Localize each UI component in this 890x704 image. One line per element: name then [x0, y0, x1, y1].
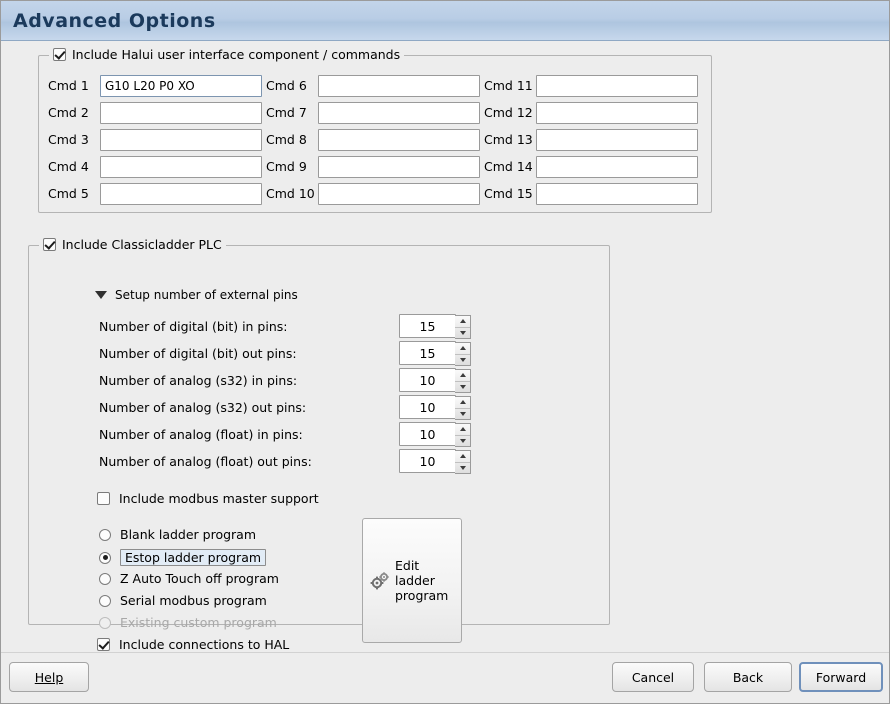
cmd-input-9[interactable]: [318, 156, 480, 178]
program-option-existing-custom: [99, 615, 277, 630]
cmd-input-7[interactable]: [318, 102, 480, 124]
spinner-value: 15: [419, 345, 436, 361]
gears-icon: [369, 570, 391, 592]
cancel-button-label: Cancel: [631, 669, 675, 685]
estop-ladder-label: Estop ladder program: [120, 549, 266, 566]
cmd-input-1[interactable]: [100, 75, 262, 97]
spinner-down-icon[interactable]: [455, 409, 470, 420]
cmd-input-6[interactable]: [318, 75, 480, 97]
cancel-button[interactable]: [612, 662, 694, 692]
cmd-input-11[interactable]: [536, 75, 698, 97]
halui-group: [38, 47, 712, 213]
spinner-buttons[interactable]: [455, 423, 471, 447]
pin-label: Number of digital (bit) in pins:: [99, 318, 288, 334]
serial-modbus-label: Serial modbus program: [120, 593, 267, 608]
pin-label: Number of analog (float) out pins:: [99, 453, 312, 469]
cmd-label: Cmd 8: [266, 132, 307, 147]
serial-modbus-radio[interactable]: [99, 595, 111, 607]
cmd-input-10[interactable]: [318, 183, 480, 205]
pin-label: Number of analog (s32) in pins:: [99, 372, 298, 388]
existing-custom-label: Existing custom program: [120, 615, 277, 630]
halui-checkbox-label: Include Halui user interface component / commands: [72, 47, 401, 62]
hal-connections-label: Include connections to HAL: [119, 637, 290, 652]
cmd-label: Cmd 12: [484, 105, 533, 120]
spinner-up-icon[interactable]: [455, 370, 470, 382]
classicladder-group: [28, 237, 610, 652]
pin-row-digital-out: [99, 341, 456, 365]
spinner-buttons[interactable]: [455, 315, 471, 339]
digital-bit-out-pins-spinner[interactable]: [399, 341, 456, 365]
spinner-down-icon[interactable]: [455, 355, 470, 366]
spinner-value: 10: [419, 399, 436, 415]
pin-row-float-in: [99, 422, 456, 446]
help-button[interactable]: [9, 662, 89, 692]
back-button-label: Back: [732, 669, 764, 685]
classicladder-group-label: [39, 237, 226, 252]
modbus-master-row[interactable]: [97, 491, 319, 506]
edit-ladder-program-button[interactable]: [362, 518, 462, 643]
program-option-serial-modbus[interactable]: [99, 593, 267, 608]
existing-custom-radio: [99, 617, 111, 629]
pin-row-float-out: [99, 449, 456, 473]
pin-row-digital-in: [99, 314, 456, 338]
cmd-label: Cmd 6: [266, 78, 307, 93]
z-auto-touch-off-radio[interactable]: [99, 573, 111, 585]
cmd-label: Cmd 2: [48, 105, 89, 120]
spinner-up-icon[interactable]: [455, 424, 470, 436]
cmd-label: Cmd 5: [48, 186, 89, 201]
spinner-value: 10: [419, 453, 436, 469]
spinner-down-icon[interactable]: [455, 463, 470, 474]
spinner-buttons[interactable]: [455, 396, 471, 420]
modbus-master-checkbox[interactable]: [97, 492, 110, 505]
dialog-content: [1, 41, 889, 653]
analog-s32-in-pins-spinner[interactable]: [399, 368, 456, 392]
forward-button-label: Forward: [815, 669, 867, 685]
spinner-up-icon[interactable]: [455, 343, 470, 355]
pin-row-s32-out: [99, 395, 456, 419]
spinner-up-icon[interactable]: [455, 316, 470, 328]
cmd-label: Cmd 10: [266, 186, 315, 201]
cmd-input-2[interactable]: [100, 102, 262, 124]
spinner-up-icon[interactable]: [455, 397, 470, 409]
cmd-label: Cmd 11: [484, 78, 533, 93]
analog-s32-out-pins-spinner[interactable]: [399, 395, 456, 419]
external-pins-expander[interactable]: [95, 288, 298, 302]
cmd-label: Cmd 7: [266, 105, 307, 120]
halui-group-label: [49, 47, 404, 62]
cmd-label: Cmd 9: [266, 159, 307, 174]
spinner-buttons[interactable]: [455, 342, 471, 366]
spinner-value: 10: [419, 372, 436, 388]
pin-row-s32-in: [99, 368, 456, 392]
estop-ladder-radio[interactable]: [99, 552, 111, 564]
spinner-buttons[interactable]: [455, 369, 471, 393]
digital-bit-in-pins-spinner[interactable]: [399, 314, 456, 338]
cmd-input-3[interactable]: [100, 129, 262, 151]
z-auto-touch-off-label: Z Auto Touch off program: [120, 571, 279, 586]
page-title: Advanced Options: [13, 9, 216, 32]
chevron-down-icon: [95, 291, 107, 299]
spinner-down-icon[interactable]: [455, 436, 470, 447]
edit-ladder-program-label: Edit ladder program: [395, 558, 449, 603]
spinner-down-icon[interactable]: [455, 328, 470, 339]
dialog-footer: [1, 652, 889, 703]
program-option-z-auto-touch-off[interactable]: [99, 571, 279, 586]
help-button-label: Help: [34, 669, 64, 685]
spinner-value: 15: [419, 318, 436, 334]
analog-float-out-pins-spinner[interactable]: [399, 449, 456, 473]
spinner-value: 10: [419, 426, 436, 442]
analog-float-in-pins-spinner[interactable]: [399, 422, 456, 446]
pin-label: Number of analog (float) in pins:: [99, 426, 303, 442]
hal-connections-checkbox[interactable]: [97, 638, 110, 651]
window-titlebar: [1, 1, 889, 41]
cmd-input-15[interactable]: [536, 183, 698, 205]
classicladder-checkbox[interactable]: [43, 238, 56, 251]
program-option-estop[interactable]: [99, 549, 266, 566]
back-button[interactable]: [704, 662, 792, 692]
cmd-input-14[interactable]: [536, 156, 698, 178]
forward-button[interactable]: [799, 662, 883, 692]
pin-label: Number of analog (s32) out pins:: [99, 399, 307, 415]
spinner-down-icon[interactable]: [455, 382, 470, 393]
spinner-buttons[interactable]: [455, 450, 471, 474]
modbus-master-label: Include modbus master support: [119, 491, 319, 506]
cmd-label: Cmd 3: [48, 132, 89, 147]
cmd-label: Cmd 1: [48, 78, 89, 93]
classicladder-checkbox-label: Include Classicladder PLC: [62, 237, 222, 252]
cmd-input-13[interactable]: [536, 129, 698, 151]
pin-label: Number of digital (bit) out pins:: [99, 345, 297, 361]
spinner-up-icon[interactable]: [455, 451, 470, 463]
blank-ladder-label: Blank ladder program: [120, 527, 257, 542]
cmd-label: Cmd 4: [48, 159, 89, 174]
hal-connections-row[interactable]: [97, 637, 289, 652]
program-option-blank[interactable]: [99, 527, 256, 542]
cmd-label: Cmd 14: [484, 159, 533, 174]
blank-ladder-radio[interactable]: [99, 529, 111, 541]
halui-command-grid: [48, 72, 698, 207]
cmd-label: Cmd 13: [484, 132, 533, 147]
cmd-input-8[interactable]: [318, 129, 480, 151]
external-pins-expander-label: Setup number of external pins: [115, 288, 298, 302]
cmd-input-12[interactable]: [536, 102, 698, 124]
cmd-label: Cmd 15: [484, 186, 533, 201]
halui-checkbox[interactable]: [53, 48, 66, 61]
cmd-input-5[interactable]: [100, 183, 262, 205]
cmd-input-4[interactable]: [100, 156, 262, 178]
